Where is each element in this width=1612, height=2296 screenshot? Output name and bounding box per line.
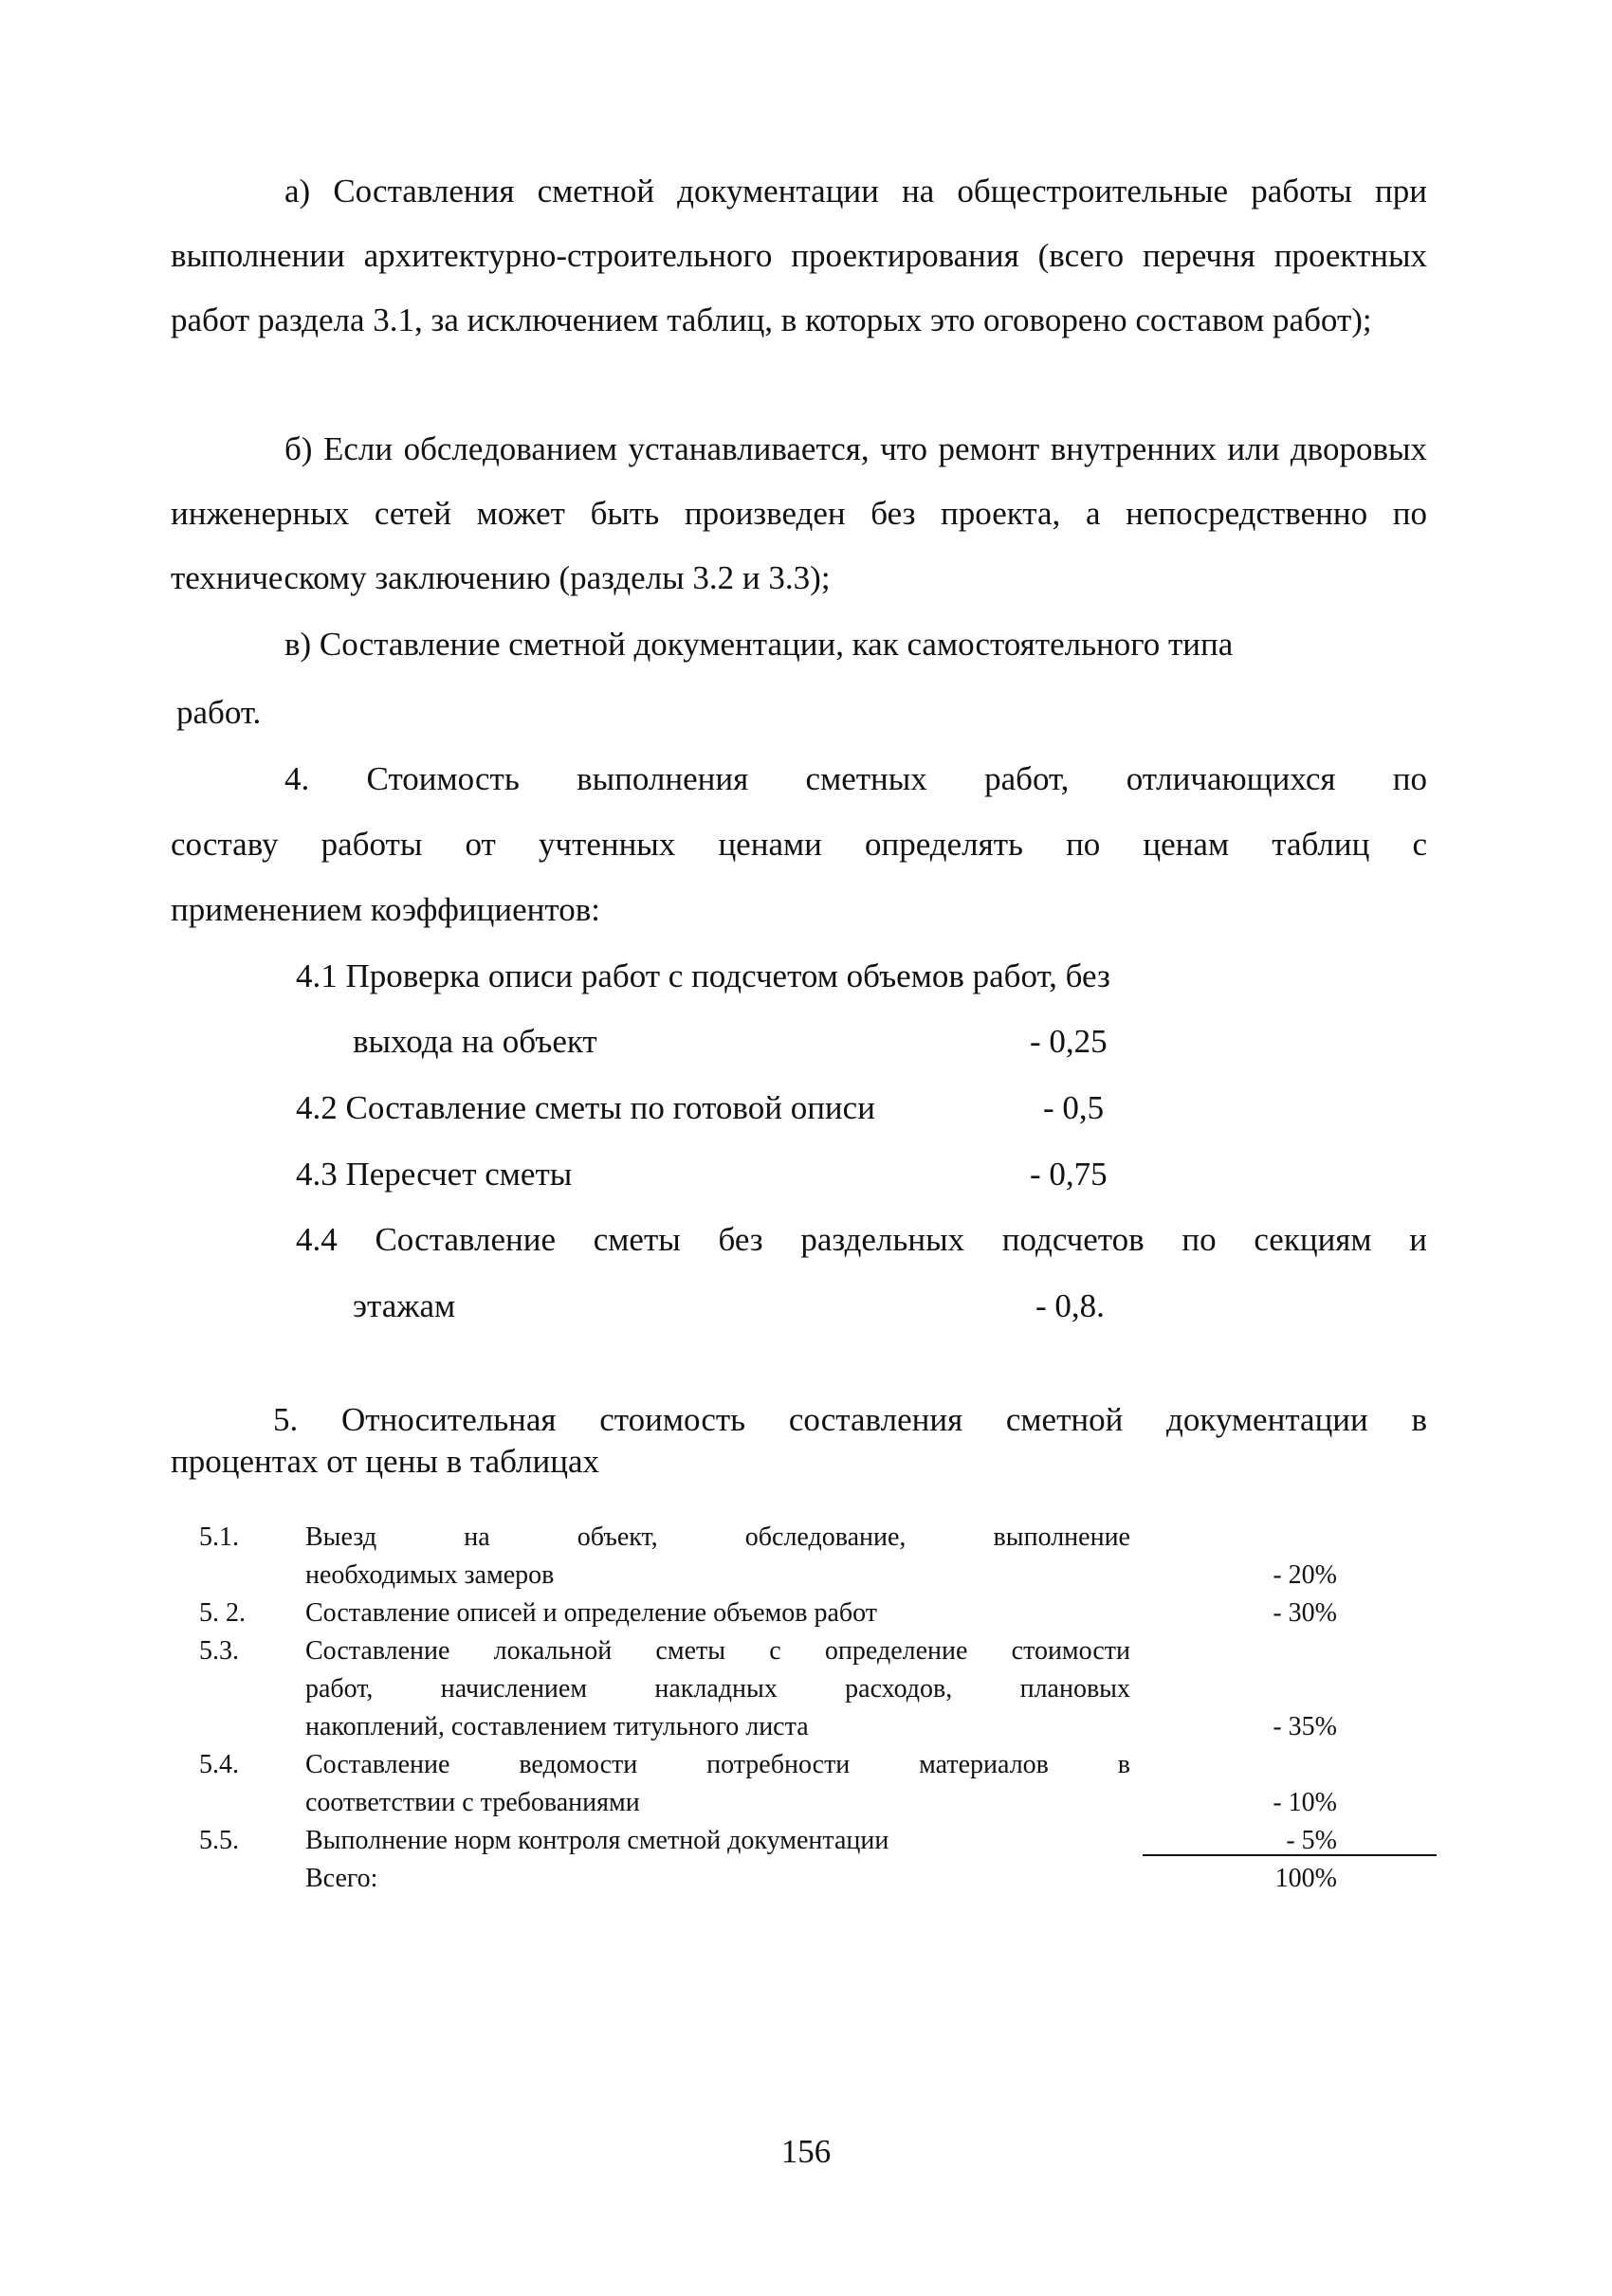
row-description-line: Выезд на объект, обследование, выполнение	[305, 1522, 1130, 1552]
row-description	[305, 1746, 1130, 1822]
row-description	[305, 1632, 1130, 1746]
note-item-a-text: а) Составления сметной документации на общестроительные работы при выполнении архитектурно-строительного проектирования (всего перечня проектных работ раздела 3.1, за исключением таблиц, в которых это оговорено составом работ);	[171, 173, 1427, 338]
section4-intro-line2: составу работы от учтенных ценами определять по ценам таблиц с	[171, 826, 1427, 863]
coef-4-1-value: - 0,25	[1030, 1023, 1108, 1060]
total-label: Всего:	[305, 1864, 378, 1893]
row-description	[305, 1594, 1130, 1632]
row-description-line: Выполнение норм контроля сметной документации	[305, 1826, 889, 1855]
row-number: 5.3.	[199, 1636, 239, 1666]
row-number: 5.5.	[199, 1826, 239, 1855]
row-percentage: - 35%	[1273, 1712, 1337, 1741]
section5-heading-line2: процентах от цены в таблицах	[171, 1443, 600, 1480]
row-description-line: работ, начислением накладных расходов, плановых	[305, 1674, 1130, 1704]
note-item-a	[171, 159, 1427, 353]
coef-4-4-label-cont: этажам	[353, 1287, 456, 1324]
note-item-v-line2: работ.	[176, 694, 262, 731]
coef-4-4-value: - 0,8.	[1035, 1287, 1105, 1324]
page-number: 156	[780, 2133, 832, 2170]
row-number: 5.4.	[199, 1750, 239, 1779]
coef-4-4-label: 4.4 Составление сметы без раздельных подсчетов по секциям и	[296, 1221, 1427, 1258]
row-description-line: необходимых замеров	[305, 1560, 555, 1590]
row-description-line: Составление ведомости потребности материалов в	[305, 1750, 1130, 1779]
row-description-line: накоплений, составлением титульного листа	[305, 1712, 809, 1741]
coef-4-1-label-cont: выхода на объект	[353, 1023, 597, 1060]
row-description	[305, 1822, 1130, 1860]
row-percentage: - 20%	[1273, 1560, 1337, 1590]
coef-4-3-label: 4.3 Пересчет сметы	[296, 1156, 573, 1193]
note-item-b	[171, 417, 1427, 610]
row-description-line: Составление описей и определение объемов работ	[305, 1598, 878, 1628]
row-description-line: соответствии с требованиями	[305, 1788, 640, 1817]
total-divider	[1143, 1854, 1437, 1856]
coef-4-2-label: 4.2 Составление сметы по готовой описи	[296, 1089, 875, 1126]
section4-intro-line1: 4. Стоимость выполнения сметных работ, отличающихся по	[284, 760, 1427, 797]
note-item-b-text: б) Если обследованием устанавливается, что ремонт внутренних или дворовых инженерных сетей может быть произведен без проекта, а непосредственно по техническому заключению (разделы 3.2 и 3.3);	[171, 430, 1427, 596]
row-description	[305, 1519, 1130, 1594]
section4-intro-line3: применением коэффициентов:	[171, 891, 600, 928]
note-item-v-line1: в) Составление сметной документации, как самостоятельного типа	[284, 626, 1234, 663]
row-number: 5. 2.	[199, 1598, 246, 1628]
row-percentage: - 30%	[1273, 1598, 1337, 1628]
row-percentage: - 10%	[1273, 1788, 1337, 1817]
coef-4-3-value: - 0,75	[1030, 1156, 1108, 1193]
coef-4-1-label: 4.1 Проверка описи работ с подсчетом объемов работ, без	[296, 957, 1110, 994]
section5-heading-line1: 5. Относительная стоимость составления сметной документации в	[273, 1401, 1427, 1438]
row-number: 5.1.	[199, 1522, 239, 1552]
row-description-line: Составление локальной сметы с определение стоимости	[305, 1636, 1130, 1666]
coef-4-2-value: - 0,5	[1043, 1089, 1105, 1126]
total-value: 100%	[1274, 1864, 1337, 1893]
row-percentage: - 5%	[1286, 1826, 1337, 1855]
